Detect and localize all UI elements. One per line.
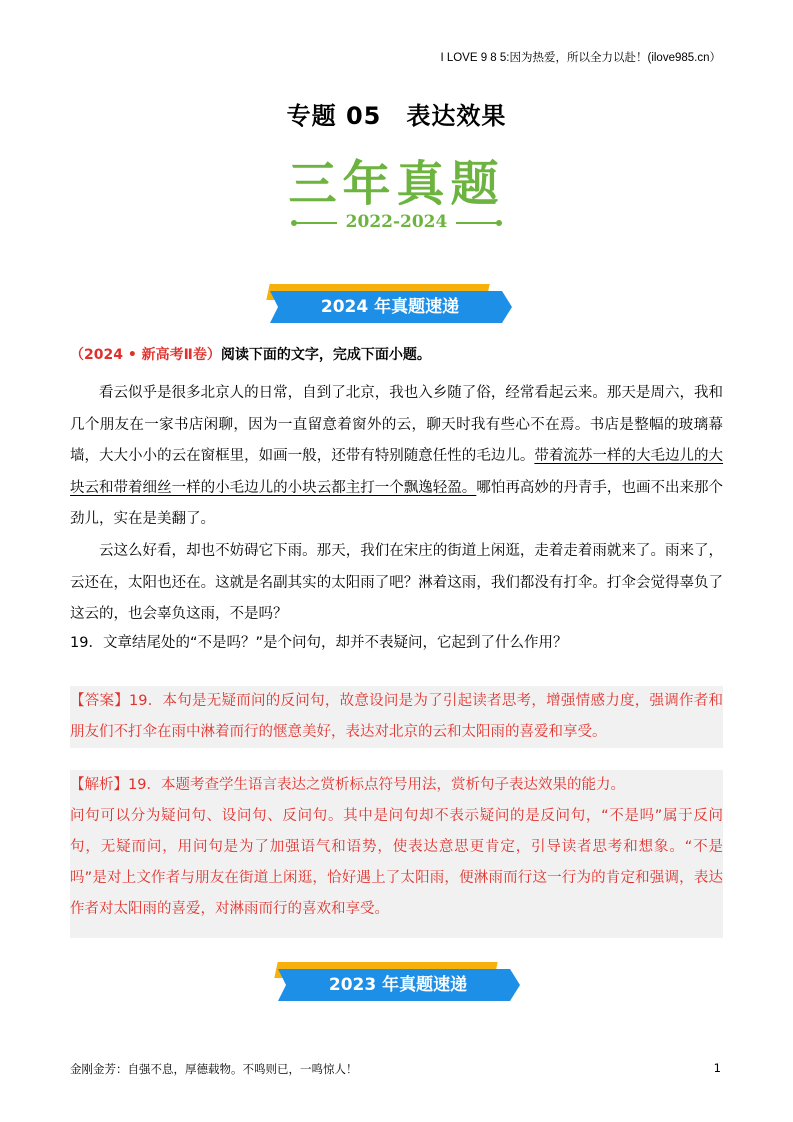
answer-box xyxy=(70,686,723,748)
passage-paragraph-2: 云这么好看，却也不妨碍它下雨。那天，我们在宋庄的街道上闲逛，走着走着雨就来了。雨来了，云还在，太阳也还在。这就是名副其实的太阳雨了吧？淋着这雨，我们都没有打伞。打伞会觉得辜负了这云的，也会辜负这雨，不是吗？ xyxy=(70,542,723,623)
header-slogan: I LOVE 9 8 5:因为热爱，所以全力以赴！(ilove985.cn） xyxy=(440,52,721,64)
left-ornament xyxy=(295,222,337,224)
p1-text-a: 看云似乎是很多北京人的日常，自到了北京，我也入乡随了俗，经常看起云来。那天是周六，我和几个朋友在一家书店闲聊，因为一直留意着窗外的云，聊天时我有些心不在焉。书店是整幅的玻璃幕墙，大大小小的云在窗框里，如画一般，还带有特别随意任性的毛边儿。 xyxy=(70,385,723,465)
banner-2023 xyxy=(274,962,514,1002)
banner-2024-label: 2024 年真题速递 xyxy=(278,291,502,323)
question-19: 19．文章结尾处的“不是吗？”是个问句，却并不表疑问，它起到了什么作用？ xyxy=(70,635,568,651)
passage-paragraph-1 xyxy=(70,378,723,536)
analysis-label: 【解析】 xyxy=(70,777,128,793)
reading-passage xyxy=(70,378,723,631)
analysis-body: 问句可以分为疑问句、设问句、反问句。其中是问句却不表示疑问的是反问句，“不是吗”属于反问句，无疑而问，用问句是为了加强语气和语势，使表达意思更肯定，引导读者思考和想象。“不是吗”是对上文作者与朋友在街道上闲逛，恰好遇上了太阳雨，便淋雨而行这一行为的肯定和强调，表达作者对太阳雨的喜爱，对淋雨而行的喜欢和享受。 xyxy=(70,808,723,917)
p1-underlined-sentence: 带着流苏一样的大毛边儿的大块云和带着细丝一样的小毛边儿的小块云都主打一个飘逸轻盈。 xyxy=(70,448,724,496)
analysis-first-line: 19．本题考查学生语言表达之赏析标点符号用法，赏析句子表达效果的能力。 xyxy=(128,777,625,793)
big-title: 三年真题 xyxy=(288,156,505,212)
p1-text-b: 哪怕再高妙的丹青手，也画不出来那个劲儿，实在是美翻了。 xyxy=(70,479,724,528)
banner-2024 xyxy=(266,284,506,324)
question-source: （2024 • 新高考Ⅱ卷） xyxy=(70,347,221,363)
answer-text xyxy=(70,686,723,748)
analysis-line-1 xyxy=(70,770,723,801)
footer-motto: 金刚金芳：自强不息，厚德载物。不鸣则已，一鸣惊人！ xyxy=(70,1062,358,1076)
question-instruction: 阅读下面的文字，完成下面小题。 xyxy=(220,347,431,363)
years-label: 2022-2024 xyxy=(345,212,448,232)
page-number: 1 xyxy=(713,1061,721,1075)
years-row xyxy=(0,212,793,232)
answer-label: 【答案】 xyxy=(70,693,130,709)
analysis-box xyxy=(70,770,723,938)
page-title: 专题 05 表达效果 xyxy=(286,102,507,130)
right-ornament xyxy=(456,222,498,224)
question-heading xyxy=(70,344,431,364)
banner-2023-label: 2023 年真题速递 xyxy=(286,969,510,1001)
answer-body: 19．本句是无疑而问的反问句，故意设问是为了引起读者思考，增强情感力度，强调作者和朋友们不打伞在雨中淋着而行的惬意美好，表达对北京的云和太阳雨的喜爱和享受。 xyxy=(70,693,723,740)
